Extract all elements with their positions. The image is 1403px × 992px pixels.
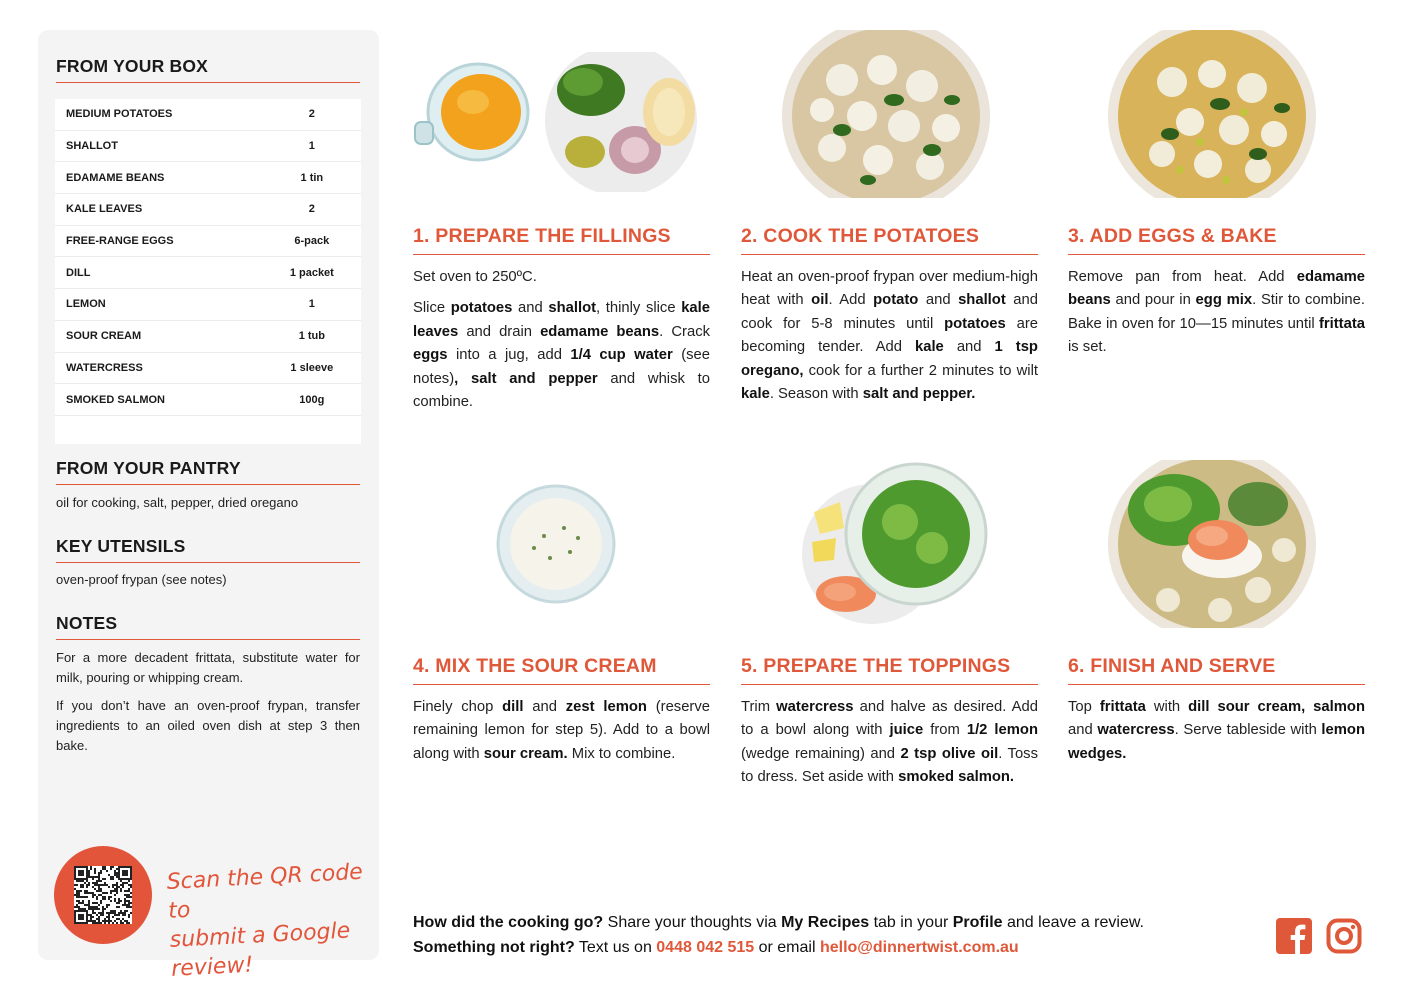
note-paragraph-1: For a more decadent frittata, substitute water for milk, pouring or whipping cream. [56,650,360,685]
step-2-photo [782,30,992,198]
step-1-paragraph-2: Slice potatoes and shallot, thinly slice kale leaves and drain edamame beans. Crack eggs into a jug, add 1/4 cup water (see notes), salt and pepper and whisk to combine. [413,300,710,411]
qr-code-icon[interactable] [74,866,132,924]
ingredient-row [55,226,361,258]
key-utensils-heading: KEY UTENSILS [56,536,360,563]
email-link[interactable]: hello@dinnertwist.com.au [819,939,1019,956]
sour-cream-bowl-icon [498,486,614,602]
ingredient-row [55,257,361,289]
ingredient-name: LEMON [66,298,106,311]
step-6-title: 6. FINISH AND SERVE [1068,655,1365,685]
ingredient-name: SMOKED SALMON [66,393,165,406]
ingredient-qty: 2 [308,108,315,121]
ingredient-row [55,384,361,416]
ingredient-row [55,289,361,321]
step-4-text [413,696,710,774]
step-2-paragraph: Heat an oven-proof frypan over medium-high heat with oil. Add potato and shallot and cook for 5-8 minutes until potatoes are becoming tender. Add kale and 1 tsp oregano, cook for a further 2 minutes to wilt kale. Season with salt and pepper. [741,269,1038,403]
ingredient-qty: 1 [308,298,315,311]
ingredient-row [55,194,361,226]
egg-jug-icon [415,64,528,160]
step-5-paragraph: Trim watercress and halve as desired. Add to a bowl along with juice from 1/2 lemon (wedge remaining) and 2 tsp olive oil. Toss to dress. Set aside with smoked salmon. [741,699,1038,786]
phone-link[interactable]: 0448 042 515 [656,939,755,956]
pan-potatoes-icon [782,30,990,198]
step-4-title: 4. MIX THE SOUR CREAM [413,655,710,685]
finished-frittata-icon [1108,460,1316,628]
step-1-text [413,266,710,422]
ingredient-qty: 2 [308,203,315,216]
ingredient-qty: 100g [299,393,325,406]
utensils-text: oven-proof frypan (see notes) [56,572,227,587]
step-2-text [741,266,1038,414]
ingredient-name: SHALLOT [66,140,118,153]
footer-line-1: How did the cooking go? Share your thoughts via My Recipes tab in your Profile and leave a review. [413,914,1144,931]
step-3-photo [1108,30,1316,198]
ingredients-plate-icon [545,52,697,192]
ingredients-table [55,99,361,444]
step-1-paragraph-1: Set oven to 250ºC. [413,269,537,285]
ingredient-name: MEDIUM POTATOES [66,108,173,121]
toppings-plate-icon [802,464,986,624]
qr-badge[interactable] [54,846,152,944]
qr-caption-line-1: Scan the QR code to [166,859,364,924]
ingredient-name: SOUR CREAM [66,330,142,343]
from-your-box-heading: FROM YOUR BOX [56,56,360,83]
pantry-text: oil for cooking, salt, pepper, dried oregano [56,495,299,510]
notes-text [56,648,360,764]
table-padding [55,416,361,444]
pan-frittata-icon [1108,30,1316,198]
step-4-photo [494,482,618,606]
ingredient-qty: 6-pack [294,235,330,248]
ingredient-row [55,353,361,385]
facebook-icon[interactable] [1276,918,1312,954]
ingredient-row [55,321,361,353]
note-paragraph-2: If you don’t have an oven-proof frypan, transfer ingredients to an oiled oven dish at step 3 then bake. [56,698,360,753]
step-3-title: 3. ADD EGGS & BAKE [1068,225,1365,255]
ingredient-row [55,162,361,194]
ingredient-qty: 1 tub [298,330,325,343]
notes-heading: NOTES [56,613,360,640]
step-3-paragraph: Remove pan from heat. Add edamame beans and pour in egg mix. Stir to combine. Bake in oven for 10—15 minutes until frittata is set. [1068,269,1365,356]
ingredient-row [55,99,361,131]
step-1-photo [413,52,703,192]
step-6-paragraph: Top frittata with dill sour cream, salmon and watercress. Serve tableside with lemon wedges. [1068,699,1365,762]
footer-line-2: Something not right? Text us on 0448 042 515 or email hello@dinnertwist.com.au [413,939,1019,956]
step-5-photo [800,462,990,628]
ingredient-name: WATERCRESS [66,361,143,374]
instagram-icon[interactable] [1326,918,1362,954]
step-5-text [741,696,1038,798]
step-5-title: 5. PREPARE THE TOPPINGS [741,655,1038,685]
sidebar [38,30,379,982]
ingredient-row [55,131,361,163]
footer-feedback [413,910,1233,960]
ingredient-qty: 1 [308,140,315,153]
ingredient-qty: 1 packet [289,266,334,279]
step-6-photo [1108,460,1316,628]
step-2-title: 2. COOK THE POTATOES [741,225,1038,255]
from-your-pantry-heading: FROM YOUR PANTRY [56,458,360,485]
step-3-text [1068,266,1365,368]
ingredient-qty: 1 tin [300,171,324,184]
step-1-title: 1. PREPARE THE FILLINGS [413,225,710,255]
step-6-text [1068,696,1365,774]
ingredient-name: FREE-RANGE EGGS [66,235,174,248]
ingredient-name: KALE LEAVES [66,203,143,216]
qr-caption [166,858,372,984]
ingredient-name: EDAMAME BEANS [66,171,165,184]
qr-caption-line-2: submit a Google review! [169,918,351,982]
ingredient-qty: 1 sleeve [290,361,334,374]
ingredient-name: DILL [66,266,91,279]
step-4-paragraph: Finely chop dill and zest lemon (reserve remaining lemon for step 5). Add to a bowl along with sour cream. Mix to combine. [413,699,710,762]
